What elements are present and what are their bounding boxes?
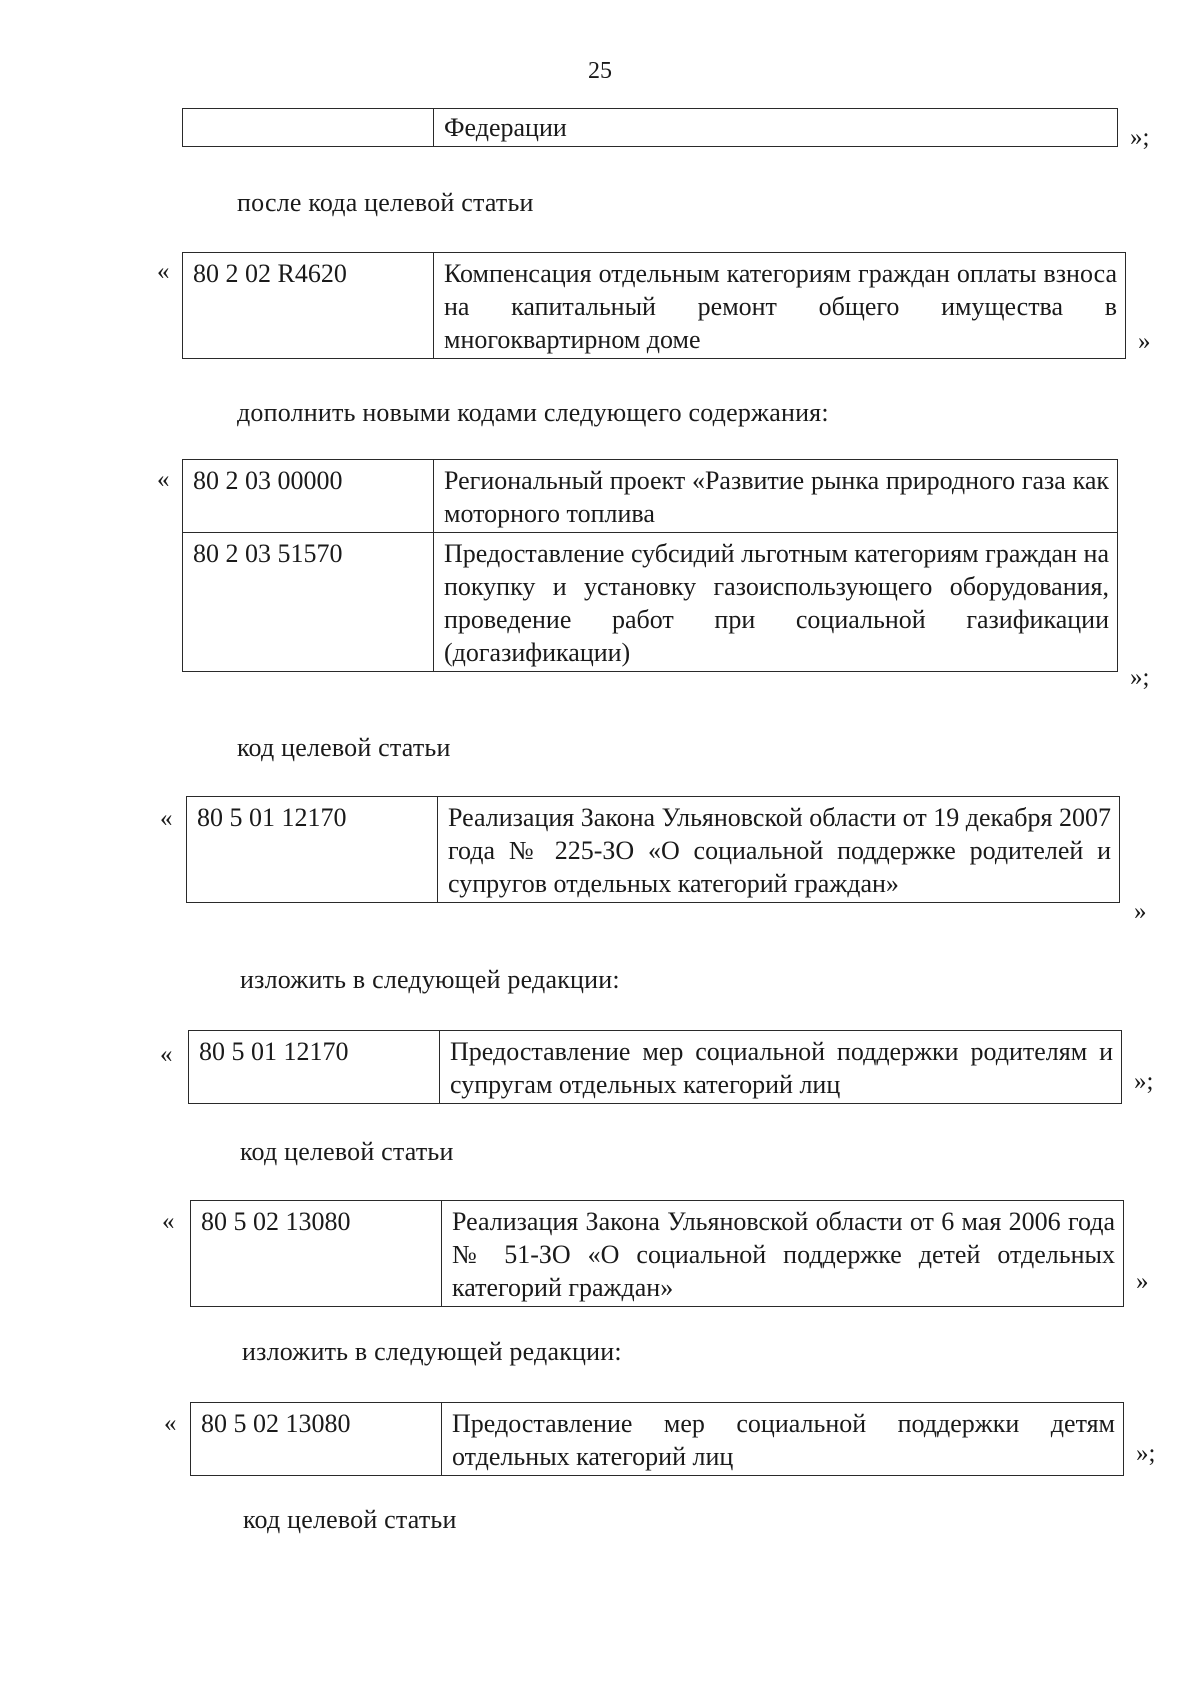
code-table: [186, 796, 1120, 903]
table-row: [191, 1403, 1124, 1476]
page-number: 25: [588, 58, 612, 84]
description-cell: Компенсация отдельным категориям граждан оплаты взноса на капитальный ремонт общего имущества в многоквартирном доме: [434, 253, 1126, 359]
description-cell: Предоставление мер социальной поддержки детям отдельных категорий лиц: [442, 1403, 1124, 1476]
code-cell: 80 5 01 12170: [189, 1031, 440, 1104]
code-table: [182, 252, 1126, 359]
closing-quote: »;: [1130, 664, 1150, 691]
description-cell: Предоставление субсидий льготным категориям граждан на покупку и установку газоиспользующего оборудования, проведение работ при социальной газификации (догазификации): [434, 533, 1118, 672]
description-cell: Реализация Закона Ульяновской области от 19 декабря 2007 года № 225-ЗО «О социальной поддержке родителей и супругов отдельных категорий граждан»: [438, 797, 1120, 903]
code-table: [190, 1402, 1124, 1476]
closing-quote: »;: [1134, 1068, 1154, 1095]
opening-quote: «: [157, 466, 170, 493]
description-cell: Реализация Закона Ульяновской области от 6 мая 2006 года № 51-ЗО «О социальной поддержке детей отдельных категорий граждан»: [442, 1201, 1124, 1307]
table-row: [183, 253, 1126, 359]
code-cell: 80 5 01 12170: [187, 797, 438, 903]
closing-quote: »: [1136, 1268, 1149, 1295]
instruction-text: изложить в следующей редакции:: [242, 1337, 622, 1366]
instruction-text: после кода целевой статьи: [237, 188, 534, 217]
table-row: [189, 1031, 1122, 1104]
code-cell: [183, 109, 434, 147]
instruction-text: код целевой статьи: [237, 733, 451, 762]
code-table: [190, 1200, 1124, 1307]
code-cell: 80 2 02 R4620: [183, 253, 434, 359]
instruction-text: код целевой статьи: [243, 1505, 457, 1534]
opening-quote: «: [160, 805, 173, 832]
instruction-text: код целевой статьи: [240, 1137, 454, 1166]
closing-quote: »: [1138, 328, 1151, 355]
opening-quote: «: [157, 258, 170, 285]
description-cell: Федерации: [434, 109, 1118, 147]
code-table: [188, 1030, 1122, 1104]
table-row: [187, 797, 1120, 903]
closing-quote: »;: [1130, 124, 1150, 151]
opening-quote: «: [164, 1410, 177, 1437]
code-table: [182, 459, 1118, 672]
closing-quote: »: [1134, 898, 1147, 925]
code-cell: 80 2 03 51570: [183, 533, 434, 672]
description-cell: Предоставление мер социальной поддержки родителям и супругам отдельных категорий лиц: [440, 1031, 1122, 1104]
table-row: [183, 460, 1118, 533]
code-cell: 80 2 03 00000: [183, 460, 434, 533]
instruction-text: дополнить новыми кодами следующего содержания:: [237, 398, 829, 427]
opening-quote: «: [162, 1208, 175, 1235]
closing-quote: »;: [1136, 1440, 1156, 1467]
code-cell: 80 5 02 13080: [191, 1201, 442, 1307]
description-cell: Региональный проект «Развитие рынка природного газа как моторного топлива: [434, 460, 1118, 533]
instruction-text: изложить в следующей редакции:: [240, 965, 620, 994]
table-row: [191, 1201, 1124, 1307]
opening-quote: «: [160, 1041, 173, 1068]
table-row: [183, 533, 1118, 672]
code-cell: 80 5 02 13080: [191, 1403, 442, 1476]
table-row: [183, 109, 1118, 147]
code-table-continued: [182, 108, 1118, 147]
